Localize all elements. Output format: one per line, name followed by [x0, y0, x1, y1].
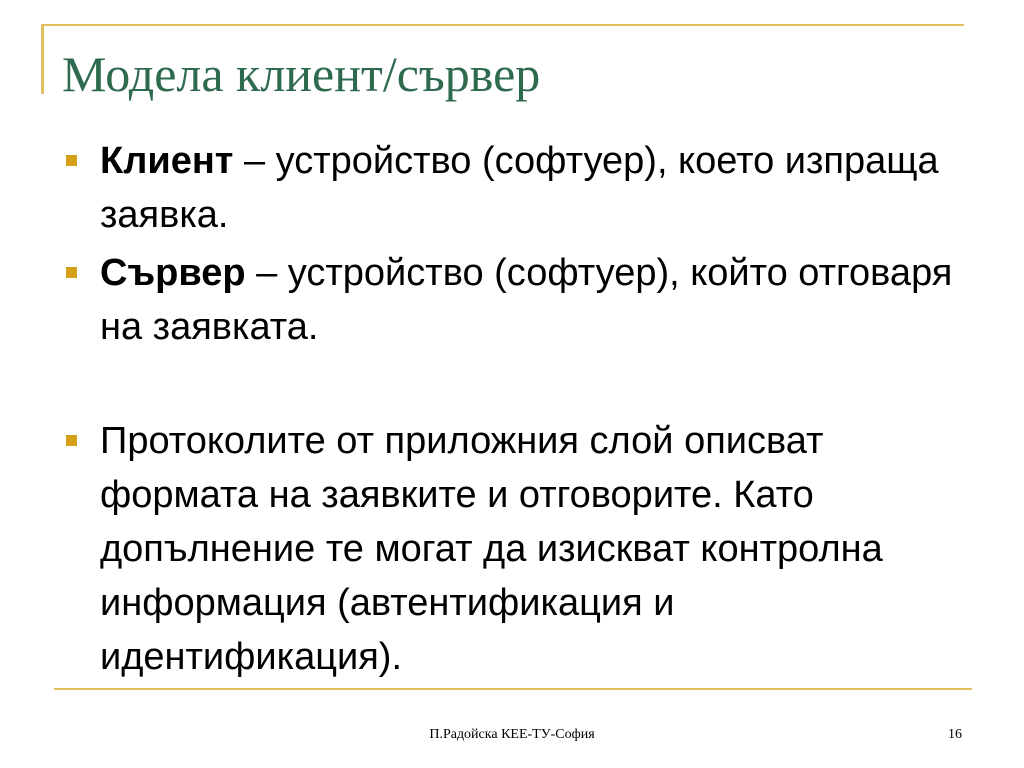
title-top-rule — [41, 24, 964, 26]
bullet-client — [62, 134, 982, 242]
title-left-rule — [41, 24, 44, 94]
footer-author: П.Радойска КЕЕ-ТУ-София — [429, 727, 595, 742]
bullet-text: Протоколите от приложния слой описват формата на заявките и отговорите. Като допълнение те могат да изискват контролна информация (автентификация и идентификация). — [100, 420, 883, 678]
bullet-text: – устройство (софтуер), което изпраща заявка. — [100, 140, 939, 236]
square-bullet-icon — [66, 435, 77, 446]
square-bullet-icon — [66, 267, 77, 278]
page-number: 16 — [948, 727, 962, 742]
bullet-protocols — [62, 414, 982, 684]
bullet-term: Клиент — [100, 140, 234, 182]
slide-title: Модела клиент/сървер — [62, 46, 541, 102]
bullet-term: Сървер — [100, 252, 246, 294]
bullet-list — [62, 134, 982, 684]
bullet-text: – устройство (софтуер), който отговаря на заявката. — [100, 252, 953, 348]
bullet-server — [62, 246, 982, 354]
footer-rule — [54, 688, 972, 690]
square-bullet-icon — [66, 155, 77, 166]
